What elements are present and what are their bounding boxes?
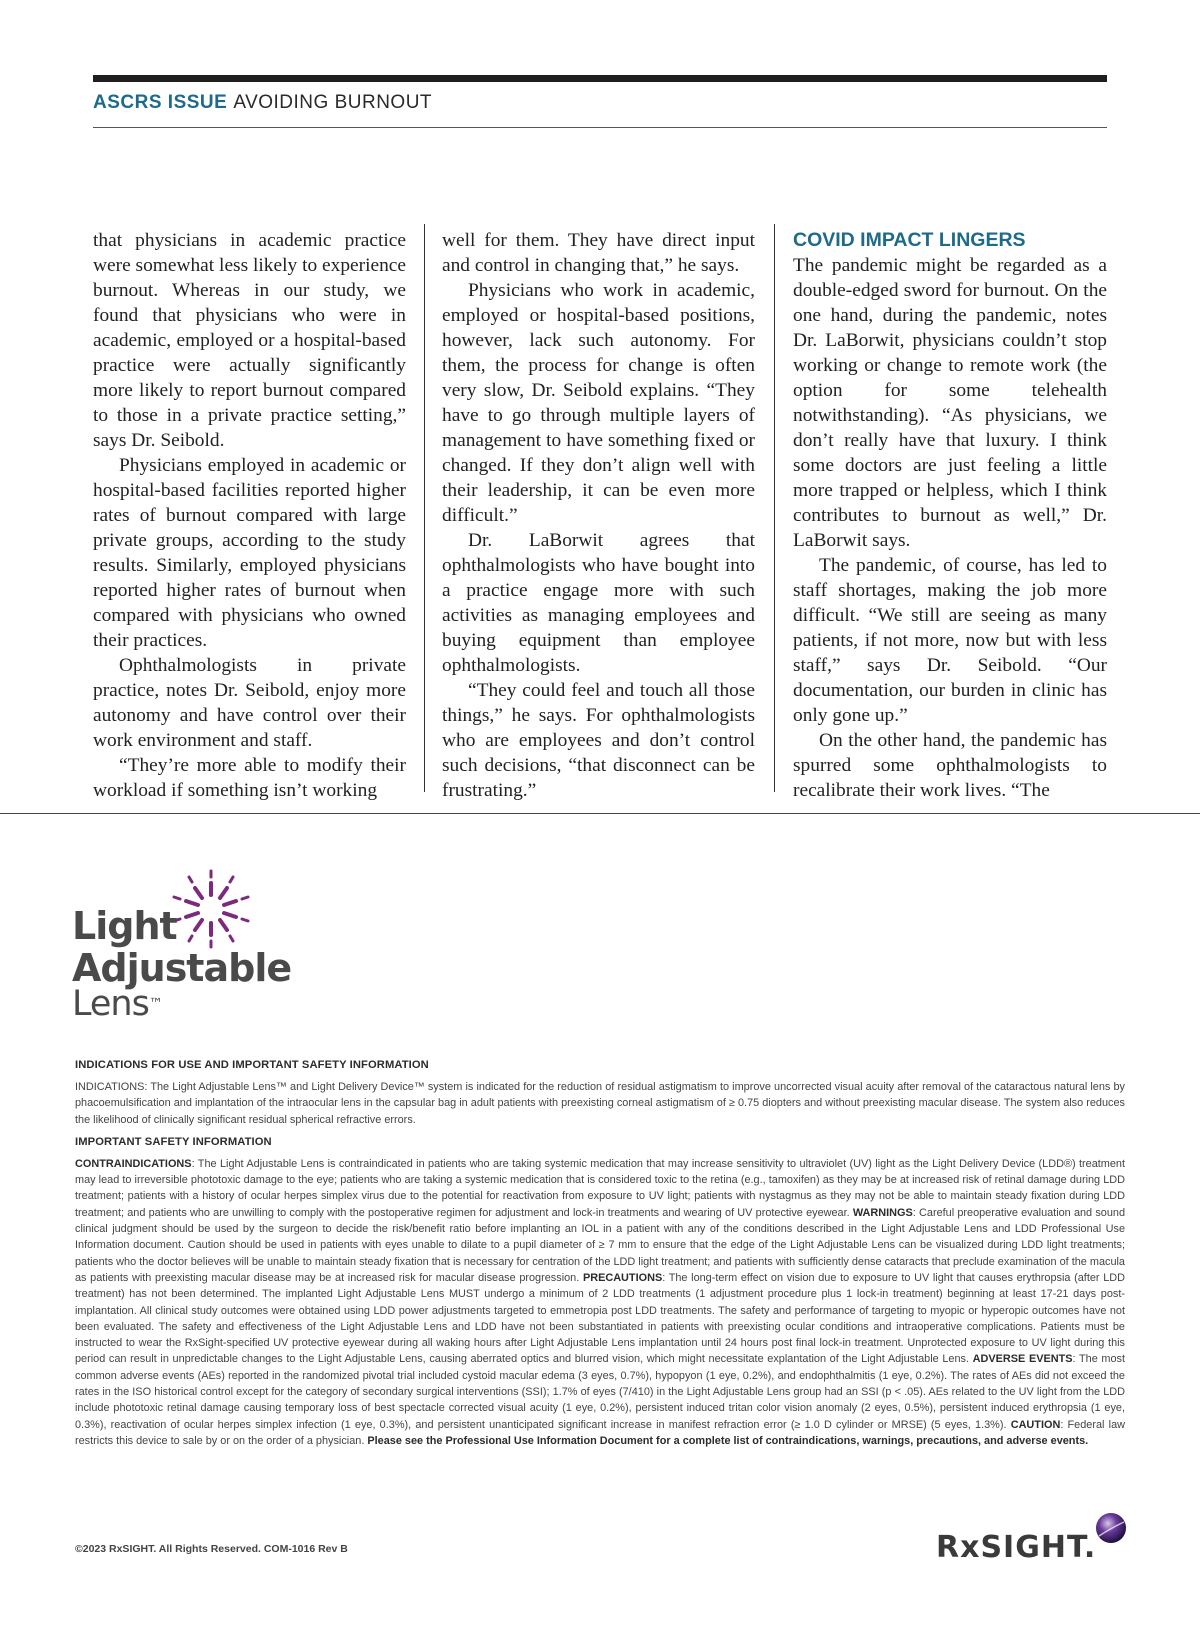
caution-label: CAUTION [1010,1418,1061,1431]
copyright-notice: ©2023 RxSIGHT. All Rights Reserved. COM-1016 Rev B [75,1543,348,1555]
paragraph: that physicians in academic practice were somewhat less likely to experience burnout. Whereas in our study, we found that physicians who were in academic, employed or a hospital-based practice were actually significantly more likely to report burnout compared to those in a private practice setting,” says Dr. Seibold. [93,230,406,451]
safety-information [75,1059,1125,1457]
adverse-events-label: ADVERSE EVENTS [972,1353,1073,1366]
isi-title: INDICATIONS FOR USE AND IMPORTANT SAFETY INFORMATION [75,1059,429,1071]
article-column-1 [93,228,406,803]
paragraph: On the other hand, the pandemic has spurred some ophthalmologists to recalibrate their work lives. “The [793,730,1107,801]
subheading: COVID IMPACT LINGERS [793,229,1026,251]
paragraph: Physicians who work in academic, employed or hospital-based positions, however, lack such autonomy. For them, the process for change is often very slow, Dr. Seibold explains. “They have to go through multiple layers of management to have something fixed or changed. If they don’t align well with their leadership, it can be even more difficult.” [442,280,755,526]
paragraph: The pandemic might be regarded as a double-edged sword for burnout. On the one hand, during the pandemic, notes Dr. LaBorwit, physicians couldn’t stop working or change to remote work (the option for some telehealth notwithstanding). “As physicians, we don’t really have that luxury. I think some doctors are just feeling a little more trapped or helpless, which I think contributes to burnout as well,” Dr. LaBorwit says. [793,255,1107,551]
see-document-text: Please see the Professional Use Information Document for a complete list of contraindications, warnings, precautions, and adverse events. [367,1434,1089,1447]
logo-word-light: Light [72,904,177,948]
header-underline [93,127,1107,128]
paragraph: “They could feel and touch all those things,” he says. For ophthalmologists who are employees and don’t control such decisions, “that disconnect can be frustrating.” [442,680,755,801]
column-divider [424,224,425,792]
paragraph: well for them. They have direct input and control in changing that,” he says. [442,230,755,276]
rxsight-logo [936,1508,1136,1568]
contraindications-label: CONTRAINDICATIONS [75,1157,192,1170]
safety-body [75,1156,1125,1449]
caution-text: : Federal law restricts this device to sale by or on the order of a physician. [75,1418,1125,1447]
globe-icon [1091,1508,1131,1548]
brand-wordmark [936,1530,1096,1565]
contraindications-text: : The Light Adjustable Lens is contraindicated in patients who are taking systemic medication that may increase sensitivity to ultraviolet (UV) light as the Light Delivery Device (LDD®) treatment may lead to irreversible phototoxic damage to the eye; patients who are taking a systemic medication that is considered toxic to the retina (e.g., tamoxifen) as they may be at increased risk of retinal damage during LDD treatment; patients with a history of ocular herpes simplex virus due to the potential for reactivation from exposure to UV light; patients with nystagmus as they may not be able to maintain steady fixation during LDD treatment; and patients who are unwilling to comply with the postoperative regimen for adjustment and lock-in treatments and wearing of UV protective eyewear. [75,1157,1125,1219]
paragraph: The pandemic, of course, has led to staff shortages, making the job more difficult. “We still are seeing as many patients, if not more, now but with less staff,” says Dr. Seibold. “Our documentation, our burden in clinic has only gone up.” [793,555,1107,726]
logo-word-lens [72,984,162,1024]
section-header [93,92,432,114]
logo-word-adjustable: Adjustable [72,946,292,990]
logo-lens-text: Lens [72,984,149,1024]
article-column-2 [442,228,755,803]
precautions-label: PRECAUTIONS [582,1271,663,1284]
brand-dot: . [1083,1530,1097,1565]
paragraph: “They’re more able to modify their workload if something isn’t working [93,755,406,801]
adverse-events-text: : The most common adverse events (AEs) reported in the randomized pivotal trial included cystoid macular edema (3 eyes, 0.7%), hypopyon (1 eye, 0.2%), and endophthalmitis (1 eye, 0.2%). The rates of AEs did not exceed the rates in the ISO historical control except for the category of secondary surgical interventions (SSI); 1.7% of eyes (7/410) in the Light Adjustable Lens group had an SSI (p < .05). AEs related to the UV light from the LDD include phototoxic retinal damage causing temporary loss of best spectacle corrected visual acuity (1 eye, 0.2%), persistent induced tritan color vision anomaly (2 eyes, 0.5%), persistent induced erythropsia (1 eye, 0.3%), reactivation of ocular herpes simplex infection (1 eye, 0.3%), and persistent unanticipated significant increase in manifest refraction error (≥ 1.0 D cylinder or MRSE) (5 eyes, 1.3%). [75,1353,1126,1431]
warnings-label: WARNINGS [852,1206,913,1219]
paragraph: Ophthalmologists in private practice, notes Dr. Seibold, enjoy more autonomy and have control over their work environment and staff. [93,655,406,751]
safety-title: IMPORTANT SAFETY INFORMATION [75,1135,272,1148]
section-topic: AVOIDING BURNOUT [233,92,433,113]
light-adjustable-lens-logo [72,864,332,1024]
trademark-mark: ™ [148,996,162,1012]
warnings-text: : Careful preoperative evaluation and sound clinical judgment should be used by the surgeon to decide the risk/benefit ratio before implanting an IOL in a patient with any of the conditions described in the Light Adjustable Lens and LDD Professional Use Information document. Caution should be used in patients with eyes unable to dilate to a pupil diameter of ≥ 7 mm to ensure that the edge of the Light Adjustable Lens can be visualized during LDD light treatments; patients who the doctor believes will be unable to maintain steady fixation that is necessary for centration of the LDD light treatment; and patients with sufficiently dense cataracts that preclude examination of the macula as patients with preexisting macular disease may be at increased risk for macular disease progression. [75,1206,1125,1284]
header-rule [93,75,1107,82]
indications-text: INDICATIONS: The Light Adjustable Lens™ and Light Delivery Device™ system is indicated for the reduction of residual astigmatism to improve uncorrected visual acuity after removal of the cataractous natural lens by phacoemulsification and implantation of the intraocular lens in the capsular bag in adult patients with preexisting corneal astigmatism of ≥ 0.75 diopters and without preexisting macular disease. The system also reduces the likelihood of clinically significant residual spherical refractive errors. [75,1081,1125,1126]
column-divider [774,224,775,792]
light-burst-icon [166,864,256,954]
article-column-3 [793,228,1107,803]
precautions-text: : The long-term effect on vision due to exposure to UV light that causes erythropsia (after LDD treatment) has not been determined. The implanted Light Adjustable Lens MUST undergo a minimum of 2 LDD treatments (1 adjustment procedure plus 1 lock-in treatment) beginning at least 17-21 days post-implantation. All clinical study outcomes were obtained using LDD power adjustments targeted to emmetropia post LDD treatments. The safety and performance of targeting to myopic or hyperopic outcomes have not been evaluated. The safety and effectiveness of the Light Adjustable Lens and LDD have not been substantiated in patients with preexisting ocular conditions and intraoperative complications. Patients must be instructed to wear the RxSight-specified UV protective eyewear during all waking hours after Light Adjustable Lens implantation until 24 hours post final lock-in treatment. Unprotected exposure to UV light during this period can result in unpredictable changes to the Light Adjustable Lens, causing aberrated optics and blurred vision, which might necessitate explantation of the Light Adjustable Lens. [75,1271,1125,1366]
paragraph: Dr. LaBorwit agrees that ophthalmologists who have bought into a practice engage more with such activities as managing employees and buying equipment than employee ophthalmologists. [442,530,755,676]
ad-divider [0,813,1200,814]
paragraph: Physicians employed in academic or hospital-based facilities reported higher rates of burnout compared with large private groups, according to the study results. Similarly, employed physicians reported higher rates of burnout when compared with physicians who owned their practices. [93,455,406,651]
section-label: ASCRS ISSUE [93,92,228,113]
brand-name: RxSIGHT [936,1530,1084,1565]
